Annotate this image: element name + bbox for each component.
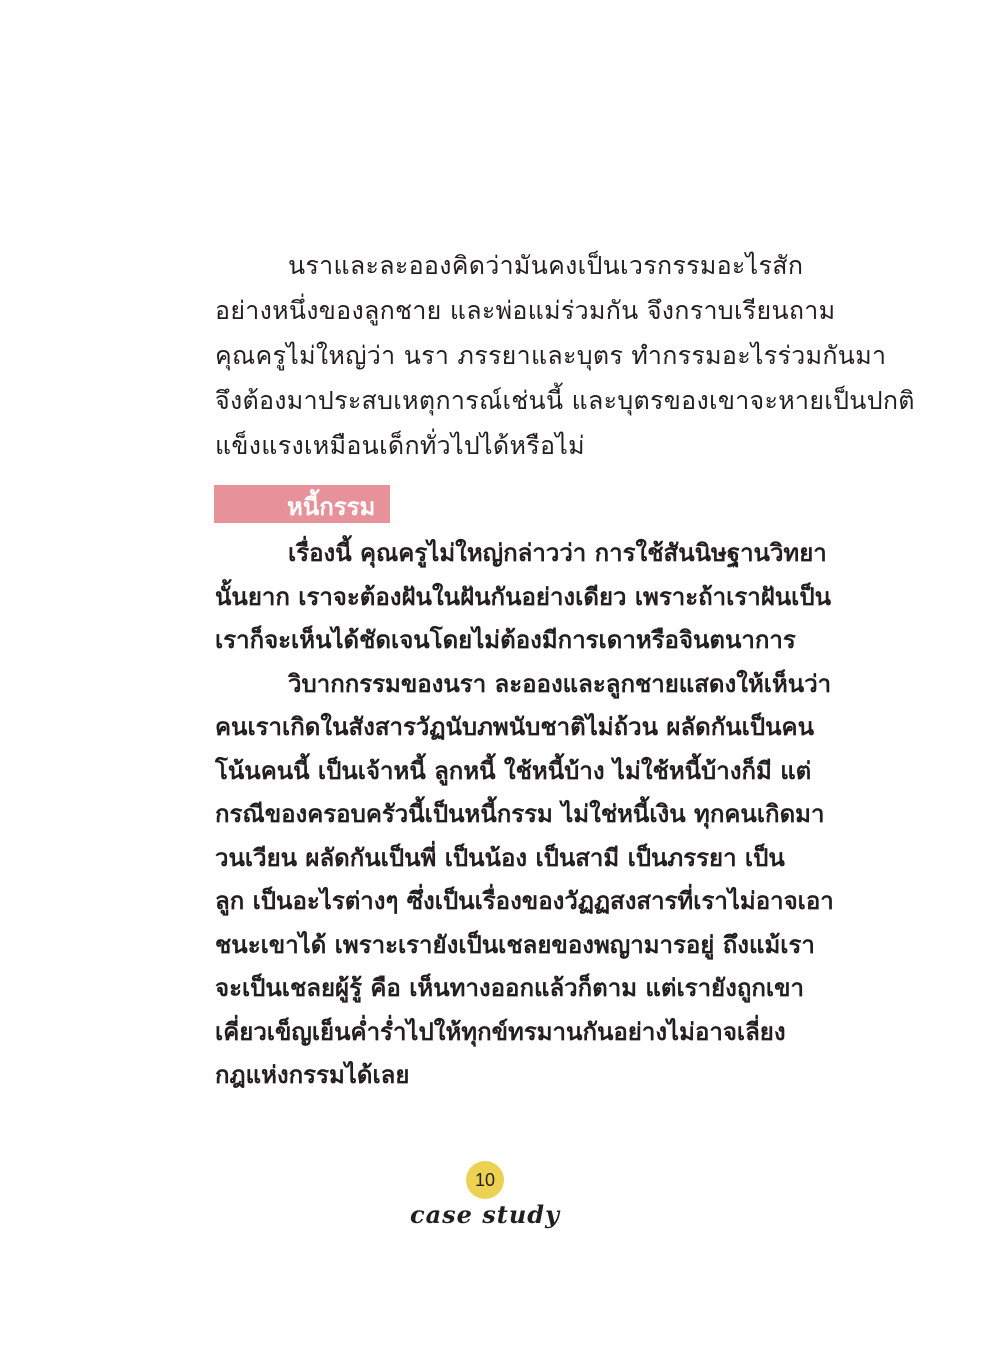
text-line: เราก็จะเห็นได้ชัดเจนโดยไม่ต้องมีการเดาหรือจินตนาการ (215, 626, 796, 654)
text-line: คุณครูไม่ใหญ่ว่า นรา ภรรยาและบุตร ทำกรรมอะไรร่วมกันมา (215, 341, 887, 370)
text-line: วิบากกรรมของนรา ละอองและลูกชายแสดงให้เห็นว่า (288, 669, 832, 698)
body-paragraphs (215, 532, 834, 1098)
page-number-badge: 10 (466, 1161, 504, 1199)
intro-paragraph (215, 243, 915, 468)
text-line: โน้นคนนี้ เป็นเจ้าหนี้ ลูกหนี้ ใช้หนี้บ้าง ไม่ใช้หนี้บ้างก็มี แต่ (215, 756, 812, 785)
text-line: กฎแห่งกรรมได้เลย (215, 1061, 410, 1089)
text-line: ชนะเขาได้ เพราะเรายังเป็นเชลยของพญามารอยู่ ถึงแม้เรา (215, 930, 815, 959)
text-line: เรื่องนี้ คุณครูไม่ใหญ่กล่าวว่า การใช้สันนิษฐานวิทยา (288, 539, 827, 567)
section-heading (214, 485, 390, 523)
text-line: เคี่ยวเข็ญเย็นค่ำร่ำไปให้ทุกข์ทรมานกันอย่างไม่อาจเลี่ยง (215, 1017, 786, 1046)
text-line: จึงต้องมาประสบเหตุการณ์เช่นนี้ และบุตรของเขาจะหายเป็นปกติ (215, 386, 915, 415)
text-line: กรณีของครอบครัวนี้เป็นหนี้กรรม ไม่ใช่หนี้เงิน ทุกคนเกิดมา (215, 800, 825, 828)
text-line: แข็งแรงเหมือนเด็กทั่วไปได้หรือไม่ (215, 431, 585, 460)
text-line: จะเป็นเชลยผู้รู้ คือ เห็นทางออกแล้วก็ตาม แต่เรายังถูกเขา (215, 974, 804, 1002)
section-heading-text: หนี้กรรม (287, 493, 376, 521)
text-line: อย่างหนึ่งของลูกชาย และพ่อแม่ร่วมกัน จึงกราบเรียนถาม (215, 296, 836, 325)
text-line: ลูก เป็นอะไรต่างๆ ซึ่งเป็นเรื่องของวัฏฏสงสารที่เราไม่อาจเอา (215, 887, 834, 915)
text-line: นราและละอองคิดว่ามันคงเป็นเวรกรรมอะไรสัก (288, 251, 804, 280)
footer-label: case study (409, 1200, 561, 1229)
text-line: วนเวียน ผลัดกันเป็นพี่ เป็นน้อง เป็นสามี เป็นภรรยา เป็น (215, 843, 785, 872)
text-line: คนเราเกิดในสังสารวัฏนับภพนับชาติไม่ถ้วน ผลัดกันเป็นคน (215, 713, 814, 741)
text-line: นั้นยาก เราจะต้องฝันในฝันกันอย่างเดียว เพราะถ้าเราฝันเป็น (215, 582, 832, 611)
